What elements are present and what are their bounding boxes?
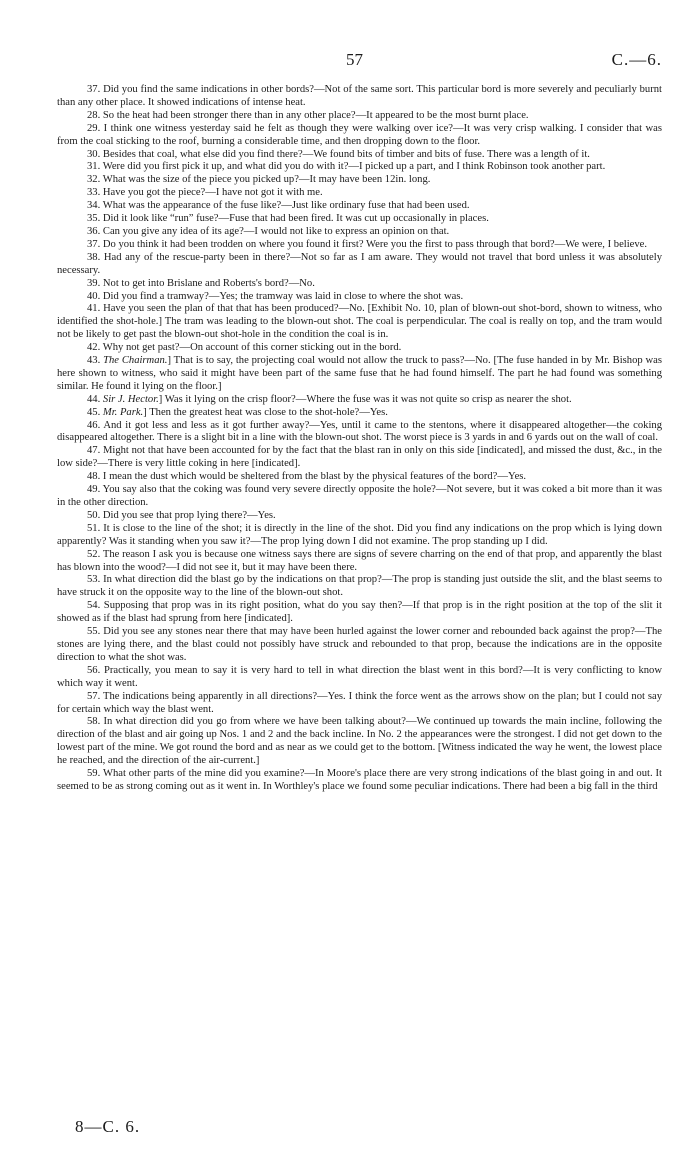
testimony-paragraph: 40. Did you find a tramway?—Yes; the tramway was laid in close to where the shot was.: [87, 290, 464, 302]
testimony-paragraph: 45. Mr. Park.] Then the greatest heat was close to the shot-hole?—Yes.: [87, 406, 388, 418]
testimony-paragraph: 49. You say also that the coking was found very severe directly opposite the hole?—Not severe, but it was coked a bit more than it was in the other direction.: [57, 484, 662, 508]
testimony-paragraph: 44. Sir J. Hector.] Was it lying on the crisp floor?—Where the fuse was it was not quite so crisp as nearer the shot.: [87, 393, 572, 405]
testimony-paragraph: 50. Did you see that prop lying there?—Yes.: [87, 509, 276, 521]
testimony-paragraph: 53. In what direction did the blast go by the indications on that prop?—The prop is standing just outside the slit, and the blast seems to have struck it on the opposite way to the line of the blown-out shot.: [57, 574, 662, 599]
testimony-paragraph: 56. Practically, you mean to say it is very hard to tell in what direction the blast went in this bord?—It is very conflicting to know which way it went.: [57, 664, 662, 689]
testimony-paragraph: 47. Might not that have been accounted for by the fact that the blast ran in only on this side [indicated], and missed the dust, &c., in the low side?—There is very little coking in here [indicated].: [57, 445, 662, 470]
testimony-paragraph: 28. So the heat had been stronger there than in any other place?—It appeared to be the most burnt place.: [87, 109, 529, 121]
speaker-name: The Chairman.: [103, 355, 168, 367]
testimony-paragraph: 35. Did it look like “run” fuse?—Fuse that had been fired. It was cut up occasionally in places.: [87, 213, 489, 225]
testimony-paragraph: 54. Supposing that prop was in its right position, what do you say then?—If that prop is in the right position at the top of the slit it showed as if the blast had sprung from here [indicated].: [57, 600, 662, 625]
document-code: C.—6.: [611, 50, 662, 69]
testimony-paragraph: 33. Have you got the piece?—I have not got it with me.: [87, 187, 323, 199]
printer-signature: 8—C. 6.: [75, 1117, 141, 1136]
page-header: [57, 50, 662, 74]
testimony-paragraph: 31. Were did you first pick it up, and what did you do with it?—I picked up a part, and I think Robinson took another part.: [87, 161, 606, 173]
testimony-paragraph: 30. Besides that coal, what else did you find there?—We found bits of timber and bits of fuse. There was a length of it.: [87, 148, 590, 160]
page-number: 57: [346, 50, 363, 69]
testimony-paragraph: 34. What was the appearance of the fuse like?—Just like ordinary fuse that had been used.: [87, 200, 470, 212]
testimony-paragraph: 43. The Chairman.] That is to say, the projecting coal would not allow the truck to pass?—No. [The fuse handed in by Mr. Bishop was here shown to witness, who said it might have been part of the same fuse that he had found himself. The part he had found was something similar. He found it lying on the floor.]: [57, 355, 662, 392]
testimony-paragraph: 51. It is close to the line of the shot; it is directly in the line of the shot. Did you find any indications on the prop which is lying down apparently? Was it standing when you saw it?—The prop lying down I did not examine. The prop standing up I did.: [57, 522, 662, 547]
testimony-paragraph: 55. Did you see any stones near there that may have been hurled against the lower corner and rebounded back against the prop?—The stones are lying there, and the blast could not possibly have struck and rebounded to that prop, because the indications are in the opposite direction to what the shot was.: [57, 626, 662, 663]
testimony-paragraph: 59. What other parts of the mine did you examine?—In Moore's place there are very strong indications of the blast going in and out. It seemed to be as strong coming out as it went in. In Worthley's place we found some peculiar indications. There had been a big fall in the third: [57, 768, 662, 792]
testimony-paragraph: 38. Had any of the rescue-party been in there?—Not so far as I am aware. They would not travel that bord unless it was absolutely necessary.: [57, 251, 662, 276]
testimony-paragraph: 57. The indications being apparently in all directions?—Yes. I think the force went as the arrows show on the plan; but I could not say for certain which way the blast went.: [57, 690, 662, 715]
testimony-paragraph: 39. Not to get into Brislane and Roberts's bord?—No.: [87, 277, 315, 289]
testimony-paragraph: 58. In what direction did you go from where we have been talking about?—We continued up towards the main incline, following the direction of the blast and air going up Nos. 1 and 2 and the back incline. In No. 2 the appearances were the strongest. I did not get down to the lowest part of the mine. We got round the bord and as near as we could get to the bottom. [Witness indicated the way he went, the lowest place he reached, and the direction of the air-current.]: [57, 716, 662, 767]
testimony-text: [57, 84, 662, 794]
speaker-name: Sir J. Hector.: [102, 393, 159, 405]
testimony-paragraph: 32. What was the size of the piece you picked up?—It may have been 12in. long.: [87, 174, 431, 186]
testimony-paragraph: 37. Did you find the same indications in other bords?—Not of the same sort. This particular bord is more severely and peculiarly burnt than any other place. It showed indications of intense heat.: [57, 84, 662, 108]
testimony-paragraph: 48. I mean the dust which would be sheltered from the blast by the physical features of the bord?—Yes.: [87, 471, 527, 483]
testimony-paragraph: 42. Why not get past?—On account of this corner sticking out in the bord.: [87, 342, 402, 354]
testimony-paragraph: 52. The reason I ask you is because one witness says there are signs of severe charring on the end of that prop, and apparently the blast has blown into the wood?—I did not see it, but it may have been there.: [57, 548, 662, 573]
testimony-paragraph: 41. Have you seen the plan of that that has been produced?—No. [Exhibit No. 10, plan of blown-out shot-bord, shown to witness, who identified the shot-hole.] The tram was leading to the blown-out shot. The coal is perpendicular. The coal is really on top, and the tram would not be likely to get past the blown-out shot-hole in the condition the coal is in.: [57, 303, 662, 341]
testimony-paragraph: 46. And it got less and less as it got further away?—Yes, until it came to the stentons, where it disappeared altogether—the coking disappeared altogether. There is a slight bit in a line with the blown-out shot. The worst piece is 3 yards in and 6 yards out on the wall of coal.: [57, 419, 662, 444]
speaker-name: Mr. Park.: [102, 406, 144, 418]
testimony-paragraph: 29. I think one witness yesterday said he felt as though they were walking over ice?—It was very crisp walking. I consider that was from the coal sticking to the roof, burning a considerable time, and then dropping down to the floor.: [57, 122, 662, 147]
testimony-paragraph: 36. Can you give any idea of its age?—I would not like to express an opinion on that.: [87, 225, 450, 237]
testimony-paragraph: 37. Do you think it had been trodden on where you found it first? Were you the first to pass through that bord?—We were, I believe.: [87, 238, 648, 250]
